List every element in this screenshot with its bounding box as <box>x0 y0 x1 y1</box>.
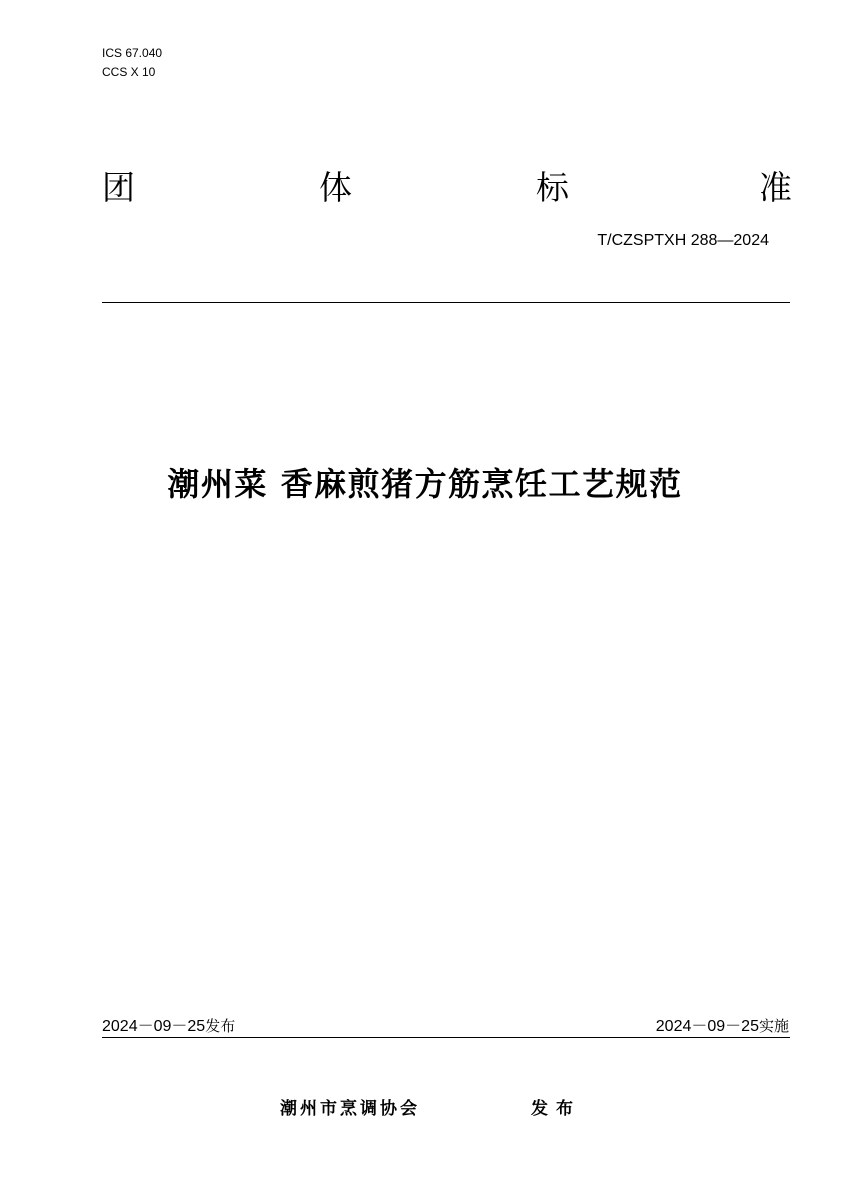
implement-date: 2024－09－25 <box>655 1018 759 1035</box>
implement-label: 实施 <box>758 1017 789 1035</box>
top-divider <box>102 302 790 303</box>
ics-code: ICS 67.040 <box>102 46 163 60</box>
release-date-line <box>102 1016 235 1037</box>
ccs-code: CCS X 10 <box>102 65 156 79</box>
standard-type-char: 体 <box>319 168 352 207</box>
standard-type-heading <box>102 166 792 210</box>
release-label: 发布 <box>205 1017 236 1035</box>
publish-label: 发布 <box>531 1099 581 1119</box>
release-date: 2024－09－25 <box>102 1018 206 1035</box>
standard-type-char: 准 <box>759 168 792 207</box>
standard-type-char: 标 <box>536 168 569 207</box>
implement-date-line <box>656 1016 789 1037</box>
document-title: 潮州菜 香麻煎猪方筋烹饪工艺规范 <box>167 465 683 503</box>
standard-type-char: 团 <box>102 168 135 207</box>
bottom-divider <box>102 1037 790 1038</box>
classification-codes <box>102 44 162 82</box>
standard-code: T/CZSPTXH 288—2024 <box>597 232 769 249</box>
publisher-name: 潮州市烹调协会 <box>280 1099 420 1119</box>
